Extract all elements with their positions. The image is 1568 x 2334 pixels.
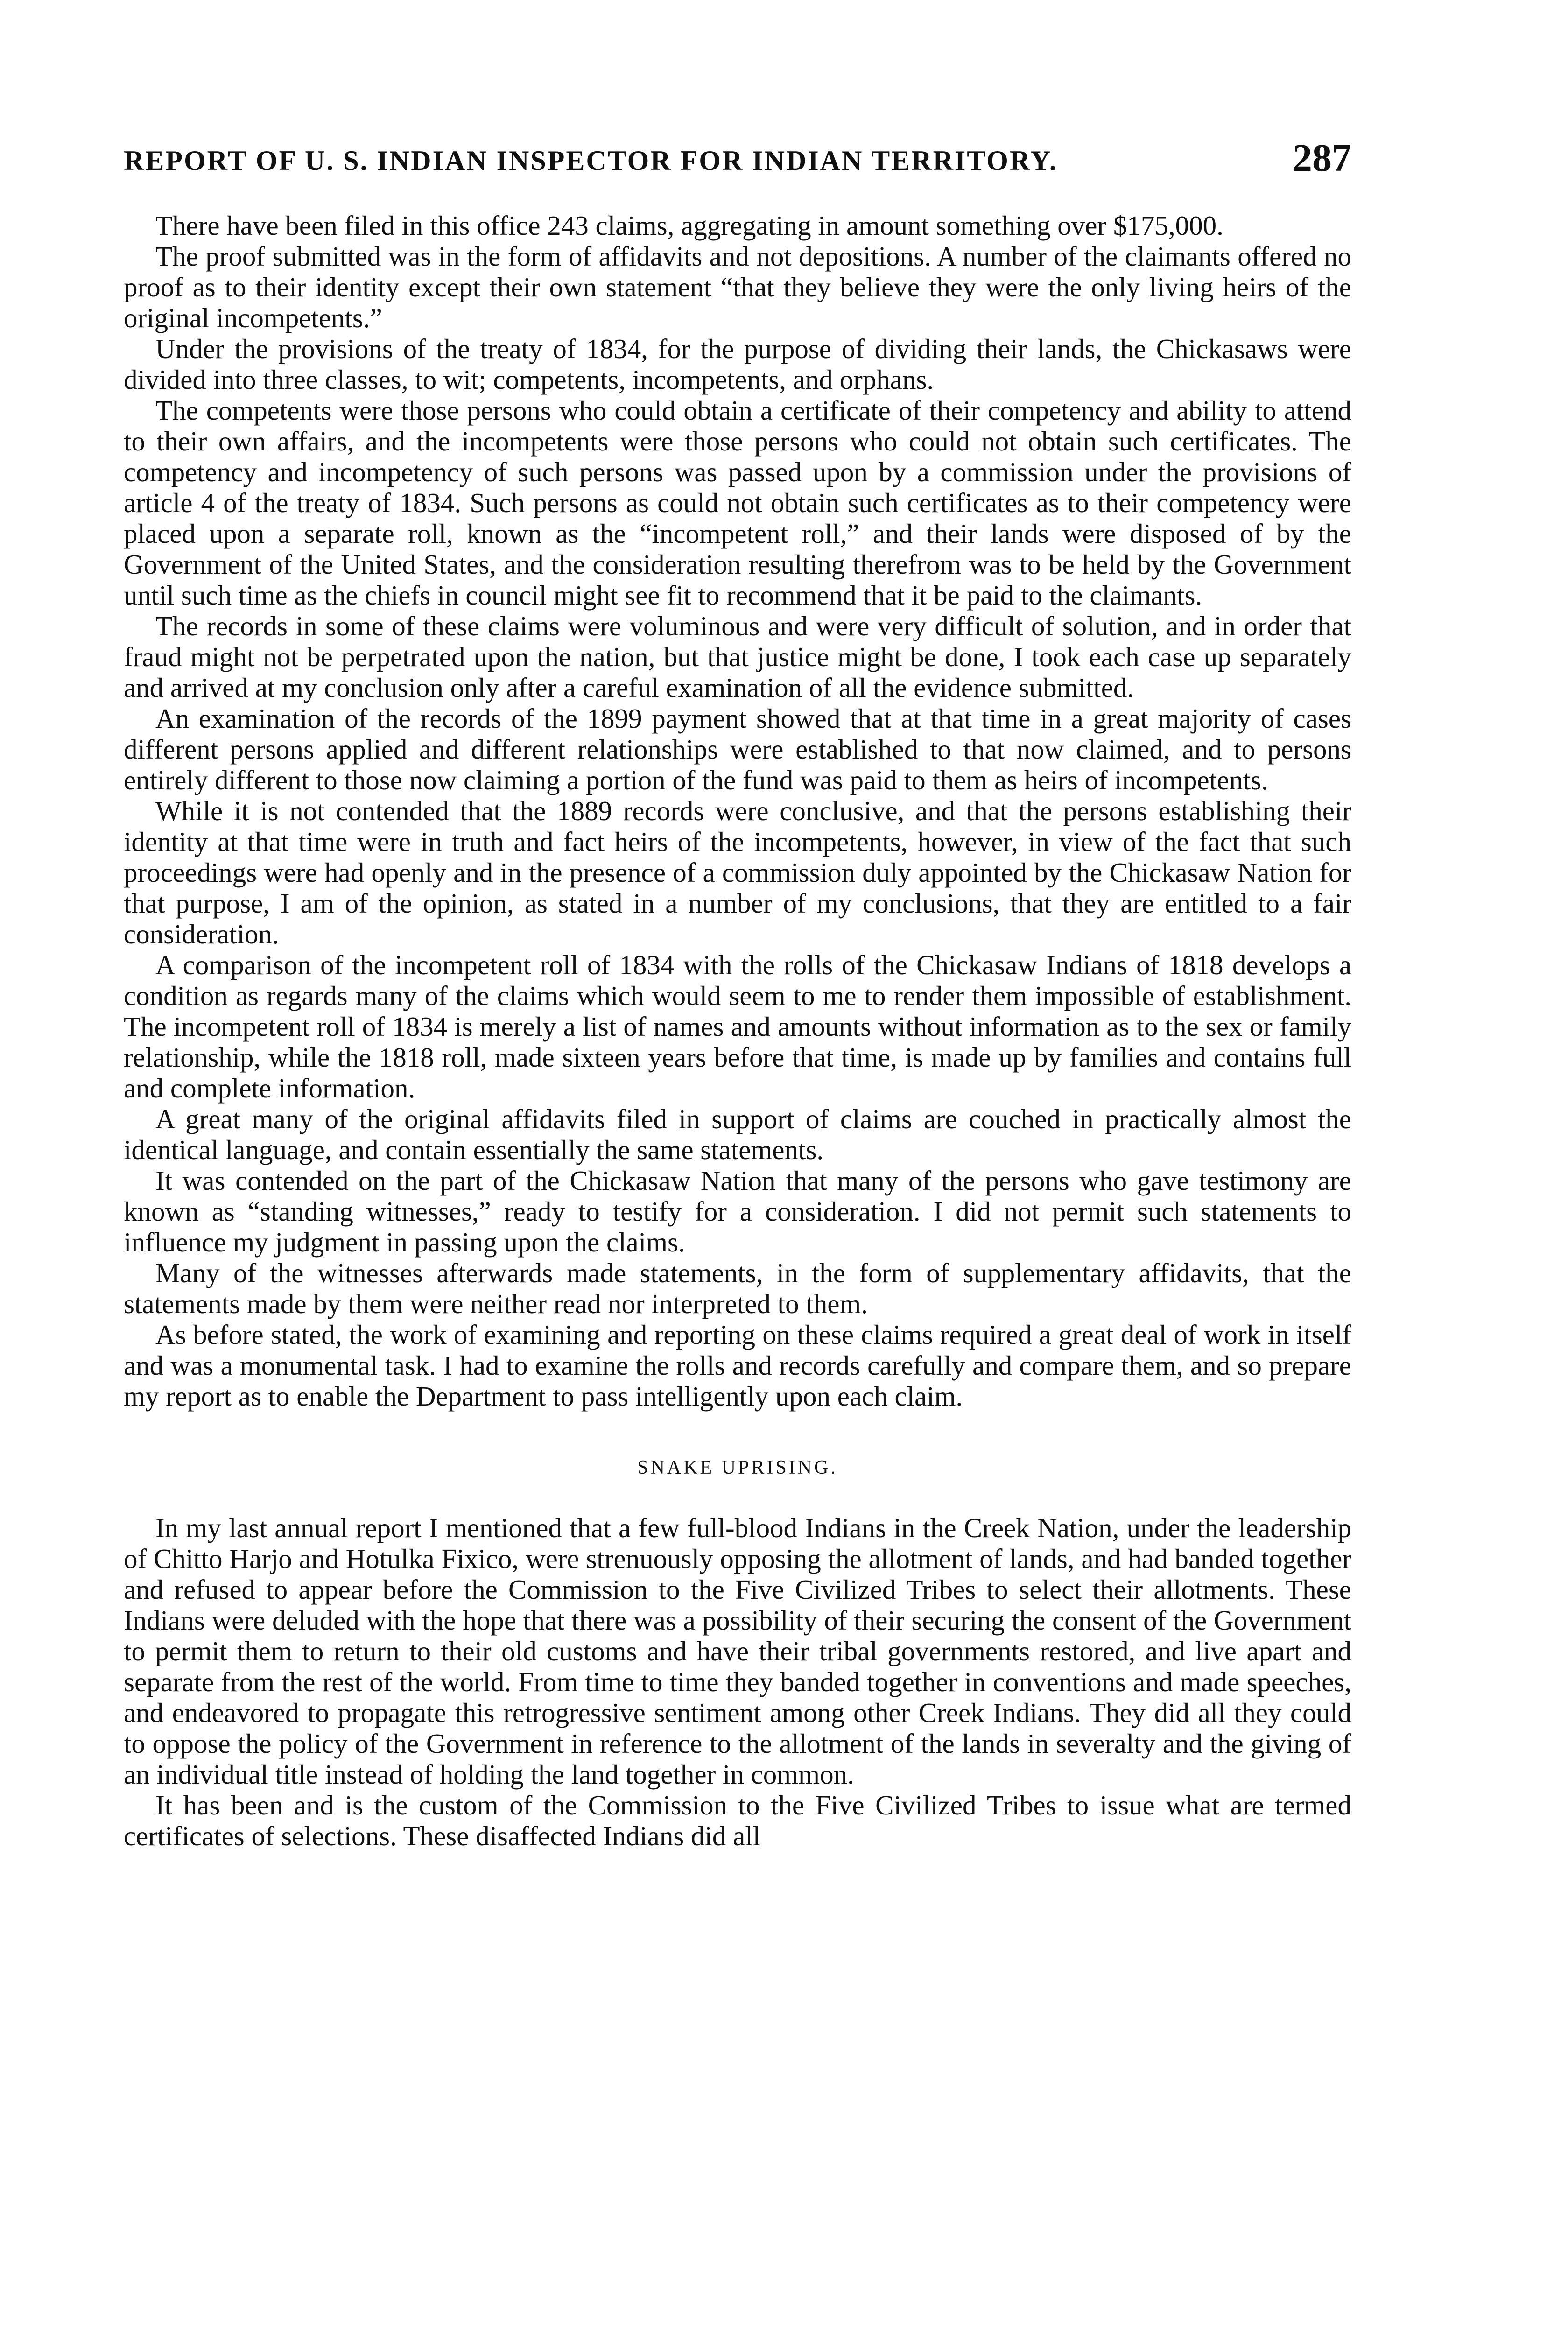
paragraph: While it is not contended that the 1889 records were conclusive, and that the persons establishing their identity at that time were in truth and fact heirs of the incompetents, however, in view of the fact that such proceedings were had openly and in the presence of a commission duly appointed by the Chickasaw Nation for that purpose, I am of the opinion, as stated in a number of my conclusions, that they are entitled to a fair consideration. (124, 795, 1351, 949)
running-title: REPORT OF U. S. INDIAN INSPECTOR FOR INDIAN TERRITORY. (124, 145, 1058, 176)
paragraph: A great many of the original affidavits filed in support of claims are couched in practically almost the identical language, and contain essentially the same statements. (124, 1104, 1351, 1165)
page-number: 287 (1293, 136, 1351, 180)
paragraph: The competents were those persons who could obtain a certificate of their competency and ability to attend to their own affairs, and the incompetents were those persons who could not obtain such certificates. The competency and incompetency of such persons was passed upon by a commission under the provisions of article 4 of the treaty of 1834. Such persons as could not obtain such certificates as to their competency were placed upon a separate roll, known as the “incompetent roll,” and their lands were disposed of by the Government of the United States, and the consideration resulting therefrom was to be held by the Government until such time as the chiefs in council might see fit to recommend that it be paid to the claimants. (124, 395, 1351, 611)
paragraph: There have been filed in this office 243 claims, aggregating in amount something over $175,000. (155, 210, 1223, 241)
document-page (124, 126, 1351, 1851)
paragraph: In my last annual report I mentioned that a few full-blood Indians in the Creek Nation, under the leadership of Chitto Harjo and Hotulka Fixico, were strenuously opposing the allotment of lands, and had banded together and refused to appear before the Commission to the Five Civilized Tribes to select their allotments. These Indians were deluded with the hope that there was a possibility of their securing the consent of the Government to permit them to return to their old customs and have their tribal governments restored, and live apart and separate from the rest of the world. From time to time they banded together in conventions and made speeches, and endeavored to propagate this retrogressive sentiment among other Creek Indians. They did all they could to oppose the policy of the Government in reference to the allotment of the lands in severalty and the giving of an individual title instead of holding the land together in common. (124, 1512, 1351, 1790)
paragraph: It has been and is the custom of the Commission to the Five Civilized Tribes to issue what are termed certificates of selections. These disaffected Indians did all (124, 1790, 1351, 1851)
paragraph: The proof submitted was in the form of affidavits and not depositions. A number of the claimants offered no proof as to their identity except their own statement “that they believe they were the only living heirs of the original incompetents.” (124, 241, 1351, 333)
paragraph: Under the provisions of the treaty of 1834, for the purpose of dividing their lands, the Chickasaws were divided into three classes, to wit; competents, incompetents, and orphans. (124, 333, 1351, 395)
body-text (124, 210, 1351, 1851)
page-header (124, 126, 1351, 187)
paragraph: As before stated, the work of examining and reporting on these claims required a great deal of work in itself and was a monumental task. I had to examine the rolls and records carefully and compare them, and so prepare my report as to enable the Department to pass intelligently upon each claim. (124, 1319, 1351, 1412)
paragraph: Many of the witnesses afterwards made statements, in the form of supplementary affidavits, that the statements made by them were neither read nor interpreted to them. (124, 1258, 1351, 1319)
section-heading-snake-uprising: SNAKE UPRISING. (637, 1457, 838, 1478)
paragraph: An examination of the records of the 1899 payment showed that at that time in a great majority of cases different persons applied and different relationships were established to that now claimed, and to persons entirely different to those now claiming a portion of the fund was paid to them as heirs of incompetents. (124, 703, 1351, 795)
paragraph: It was contended on the part of the Chickasaw Nation that many of the persons who gave testimony are known as “standing witnesses,” ready to testify for a consideration. I did not permit such statements to influence my judgment in passing upon the claims. (124, 1165, 1351, 1258)
paragraph: The records in some of these claims were voluminous and were very difficult of solution, and in order that fraud might not be perpetrated upon the nation, but that justice might be done, I took each case up separately and arrived at my conclusion only after a careful examination of all the evidence submitted. (124, 611, 1351, 703)
paragraph: A comparison of the incompetent roll of 1834 with the rolls of the Chickasaw Indians of 1818 develops a condition as regards many of the claims which would seem to me to render them impossible of establishment. The incompetent roll of 1834 is merely a list of names and amounts without information as to the sex or family relationship, while the 1818 roll, made sixteen years before that time, is made up by families and contains full and complete information. (124, 949, 1351, 1104)
